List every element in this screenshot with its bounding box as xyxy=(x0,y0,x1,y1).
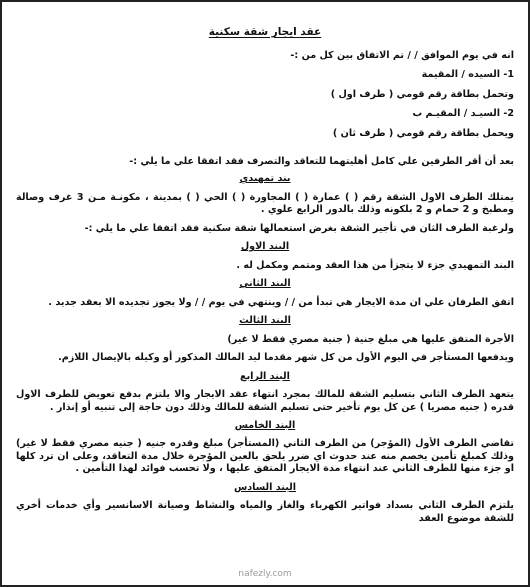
section-text: الأجرة المتفق عليها هي مبلغ جنية ( جنية مصري فقط لا غير) xyxy=(227,333,514,345)
section-third xyxy=(16,315,514,364)
section-sixth xyxy=(16,482,514,525)
contract-title: عقد ايجار شقة سكنية xyxy=(208,26,322,38)
section-heading: البند الاول xyxy=(240,241,290,253)
parties-block xyxy=(16,50,514,140)
watermark-text: nafezly.com xyxy=(238,569,292,579)
party-one-id-line: وتحمل بطاقة رقم قومي ( طرف اول ) xyxy=(330,88,514,100)
section-text: ويدفعها المستأجر في اليوم الأول من كل شهر مقدما ليد المالك المذكور أو وكيله بالإيصال اللازم. xyxy=(58,352,514,364)
section-heading: البند الخامس xyxy=(234,420,296,432)
section-first xyxy=(16,241,514,272)
contract-body xyxy=(2,2,528,525)
intro-line: بعد أن أقر الطرفين علي كامل أهليتهما للتعاقد والتصرف فقد اتفقا علي ما يلي :- xyxy=(129,155,514,167)
section-text: يلتزم الطرف الثاني بسداد فواتير الكهرباء والغاز والمياه والنشاط وصيانة الاسانسير وأي خدمات أخري للشقة موضوع العقد xyxy=(16,500,514,524)
section-fourth xyxy=(16,371,514,414)
section-heading: البند السادس xyxy=(233,481,297,493)
section-heading: البند الثالث xyxy=(239,315,291,327)
section-text: ولرغبة الطرف الثان في تأجير الشقة بغرض استعمالها شقة سكنية فقد اتفقا علي ما يلي :- xyxy=(84,222,514,234)
section-fifth xyxy=(16,420,514,476)
section-heading: بند تمهيدي xyxy=(239,173,291,185)
section-second xyxy=(16,278,514,309)
section-text: البند التمهيدي جزء لا يتجزأ من هذا العقد ومتمم ومكمل له . xyxy=(236,259,514,271)
section-heading: البند الثاني xyxy=(239,278,291,290)
section-heading: البند الرابع xyxy=(240,370,290,382)
section-text: يمتلك الطرف الاول الشقة رقم ( ) عمارة ( ) المجاورة ( ) الحي ( ) بمدينة ، مكونـة مـن 3 غرف وصالة ومطبخ و 2 حمام و 2 بلكونه وذلك بالدور الرابع علوي . xyxy=(16,191,514,216)
section-text: اتفق الطرفان علي ان مدة الايجار هي تبدأ من / / وينتهي في يوم / / ولا يجوز تجديده الا بعقد جديد . xyxy=(48,296,514,308)
date-line: انه في يوم الموافق / / تم الاتفاق بين كل من :- xyxy=(290,49,514,61)
party-one-name-line: 1- السيده / المقيمة xyxy=(421,69,514,81)
section-text: يتعهد الطرف الثاني بتسليم الشقة للمالك بمجرد انتهاء عقد الايجار والا يلتزم بدفع تعويض للطرف الاول قدره ( جنيه مصريا ) عن كل يوم تأخير حتى تسليم الشقة للمالك وذلك دون حاجة إلى تنبيه أو إنذار . xyxy=(16,389,514,413)
party-two-id-line: ويحمل بطاقة رقم قومي ( طرف ثان ) xyxy=(332,127,514,139)
section-preamble xyxy=(16,173,514,235)
section-text: تقاضي الطرف الأول (المؤجر) من الطرف الثاني (المستأجر) مبلغ وقدره جنيه ( جنيه مصري فقط لا غير) وذلك كمبلغ تأمين يخصم منه عند حدوث اي ضرر يلحق بالعين المؤجرة خلال مدة التعاقد، وعلى ان ترد كلها او جزء منها للطرف الثاني عند انتهاء مدة الايجار المتفق عليها ، ولا تحسب فوائد لهذا التأمين . xyxy=(16,438,514,475)
party-two-name-line: 2- السيـد / المقيـم ب xyxy=(412,108,514,120)
